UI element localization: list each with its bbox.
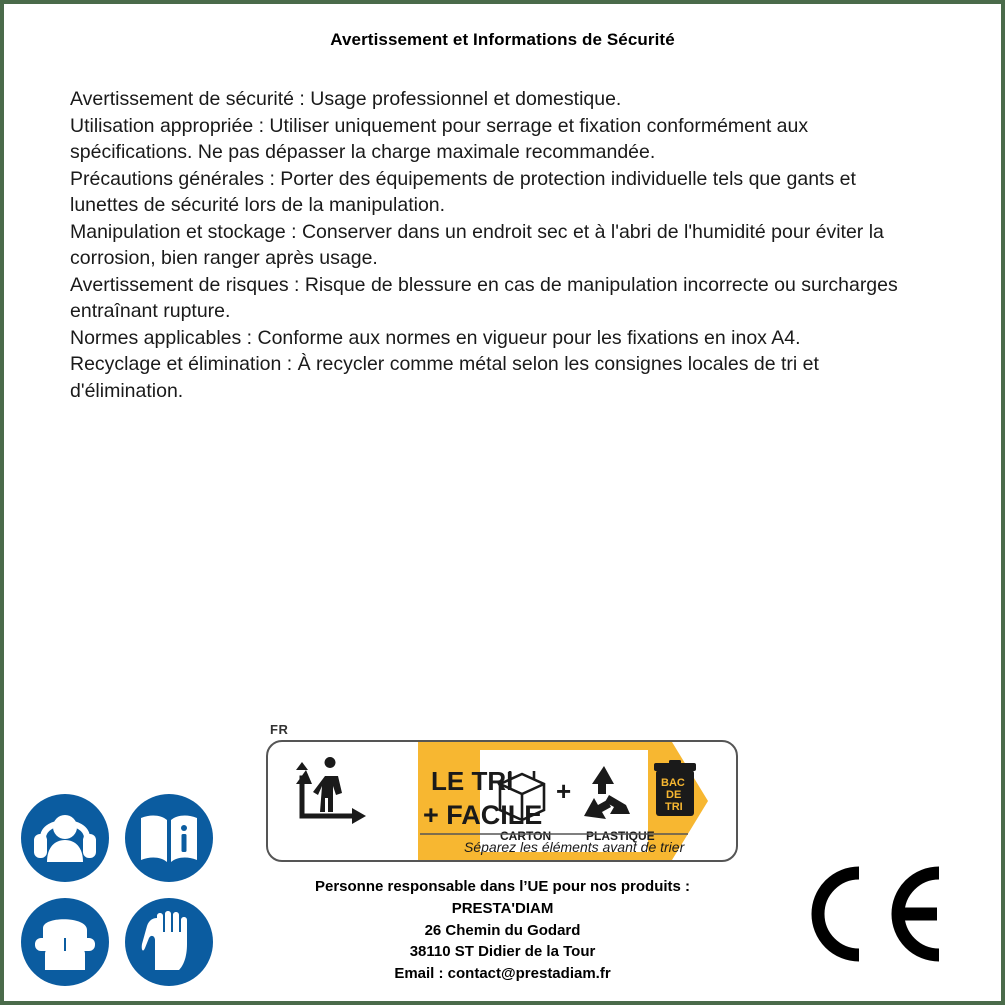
page-title: Avertissement et Informations de Sécurité [330,30,675,49]
paragraph-safety-warning: Avertissement de sécurité : Usage professionnel et domestique. [70,88,622,110]
svg-text:DE: DE [666,789,682,801]
paragraph-proper-use: Utilisation appropriée : Utiliser uniquement pour serrage et fixation conformément aux spécifications. Ne pas dépasser la charge maximale recommandée. [70,114,809,164]
paragraph-applicable-standards: Normes applicables : Conforme aux normes en vigueur pour les fixations en inox A4. [70,326,801,349]
responsible-person-block [4,876,1001,985]
paragraph-general-precautions: Précautions générales : Porter des équipements de protection individuelle tels que gants et lunettes de sécurité lors de la manipulation. [70,167,856,217]
footer-line-responsible: Personne responsable dans l’UE pour nos produits : [314,878,691,895]
footer-line-city: 38110 ST Didier de la Tour [409,943,596,961]
paragraph-recycling-disposal: Recyclage et élimination : À recycler comme métal selon les consignes locales de tri et d'élimination. [70,353,819,402]
safety-information-text [70,86,929,404]
triman-panel [266,740,738,862]
paragraph-handling-storage: Manipulation et stockage : Conserver dans un endroit sec et à l'abri de l'humidité pour éviter la corrosion, bien ranger après usage. [70,220,884,270]
footer-line-company: PRESTA'DIAM [451,899,554,917]
svg-text:BAC: BAC [661,777,685,789]
footer-line-email: Email : contact@prestadiam.fr [394,965,611,982]
ear-protection-icon [21,794,109,882]
paragraph-risk-warning: Avertissement de risques : Risque de blessure en cas de manipulation incorrecte ou surcharges entraînant rupture. [70,273,898,323]
triman-footnote: Séparez les éléments avant de trier [464,839,685,855]
recycling-info-banner [266,722,736,862]
triman-plus-sign: + [556,776,572,806]
triman-material-plastique: PLASTIQUE [586,829,655,843]
triman-headline-line1: LE TRI [431,766,514,796]
country-code-label: FR [270,722,289,737]
triman-headline-line2: + FACILE [423,800,543,830]
triman-material-carton: CARTON [500,829,552,843]
read-instructions-icon [125,794,213,882]
svg-text:TRI: TRI [665,801,683,813]
footer-line-street: 26 Chemin du Godard [424,921,581,939]
